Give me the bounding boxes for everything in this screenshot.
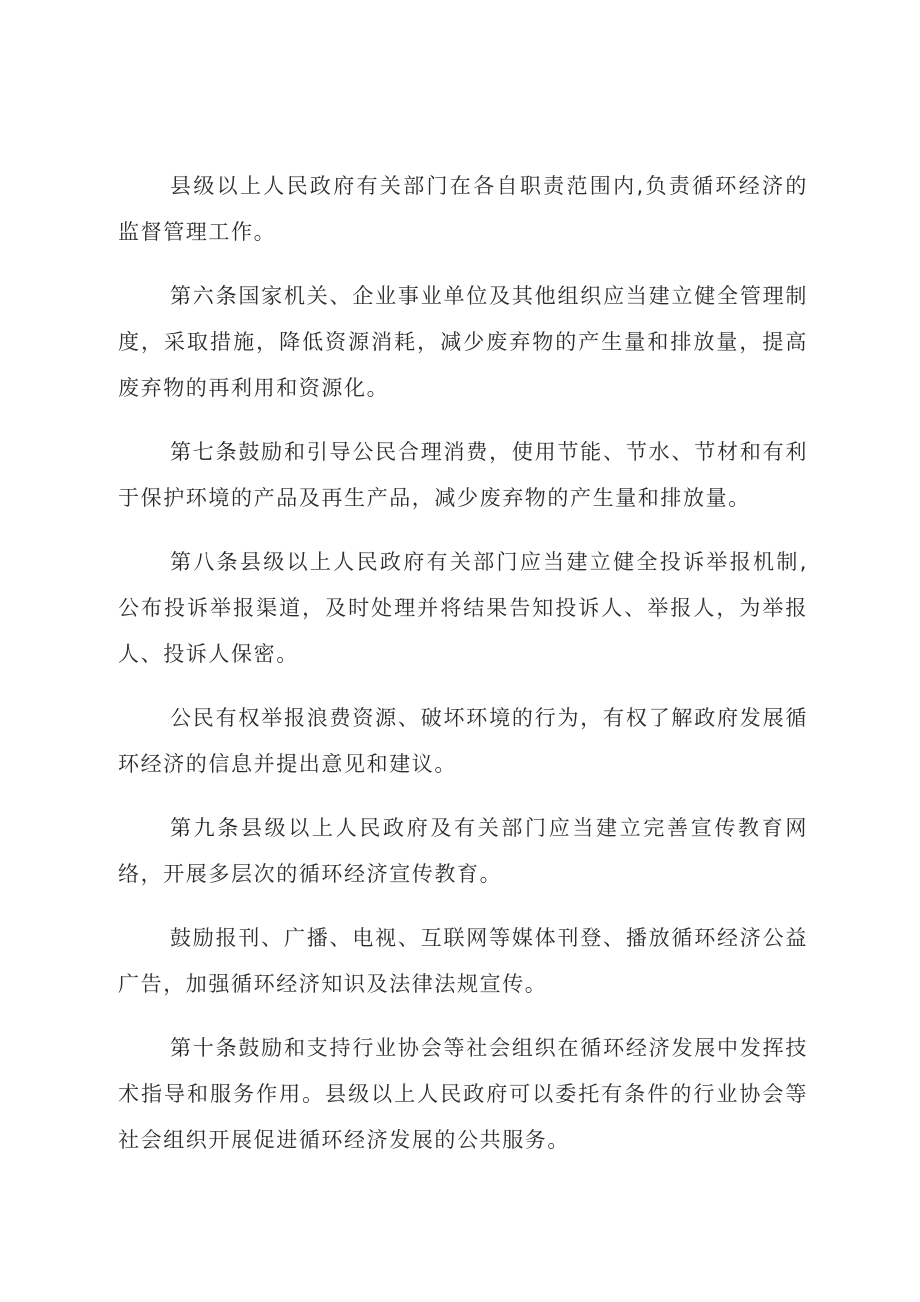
article-number: 第七条 [170, 440, 239, 464]
paragraph-text: 县级以上人民政府有关部门在各自职责范围内,负责循环经济的监督管理工作。 [118, 174, 808, 244]
paragraph-text: 县级以上人民政府有关部门应当建立健全投诉举报机制,公布投诉举报渠道，及时处理并将结果告知投诉人、举报人，为举报人、投诉人保密。 [118, 550, 808, 666]
paragraph-citizen-rights [118, 695, 808, 787]
paragraph-text: 鼓励和支持行业协会等社会组织在循环经济发展中发挥技术指导和服务作用。县级以上人民政府可以委托有条件的行业协会等社会组织开展促进循环经济发展的公共服务。 [118, 1036, 808, 1152]
article-number: 第六条 [170, 284, 239, 308]
paragraph-text: 国家机关、企业事业单位及其他组织应当建立健全管理制度，采取措施，降低资源消耗，减少废弃物的产生量和排放量，提高废弃物的再利用和资源化。 [118, 284, 808, 400]
article-number: 第十条 [170, 1036, 239, 1060]
paragraph-text: 鼓励和引导公民合理消费，使用节能、节水、节材和有利于保护环境的产品及再生产品，减少废弃物的产生量和排放量。 [118, 440, 808, 510]
document-body [118, 163, 808, 1181]
article-number: 第九条 [170, 816, 242, 840]
article-number: 第八条 [170, 550, 240, 574]
paragraph-article-10 [118, 1025, 808, 1163]
paragraph-supervision [118, 163, 808, 255]
paragraph-text: 县级以上人民政府及有关部门应当建立完善宣传教育网络，开展多层次的循环经济宣传教育。 [118, 816, 808, 886]
paragraph-text: 公民有权举报浪费资源、破坏环境的行为，有权了解政府发展循环经济的信息并提出意见和建议。 [118, 706, 808, 776]
paragraph-article-9 [118, 805, 808, 897]
paragraph-article-6 [118, 273, 808, 411]
paragraph-text: 鼓励报刊、广播、电视、互联网等媒体刊登、播放循环经济公益广告，加强循环经济知识及法律法规宣传。 [118, 926, 808, 996]
paragraph-article-8 [118, 539, 808, 677]
paragraph-media [118, 915, 808, 1007]
paragraph-article-7 [118, 429, 808, 521]
